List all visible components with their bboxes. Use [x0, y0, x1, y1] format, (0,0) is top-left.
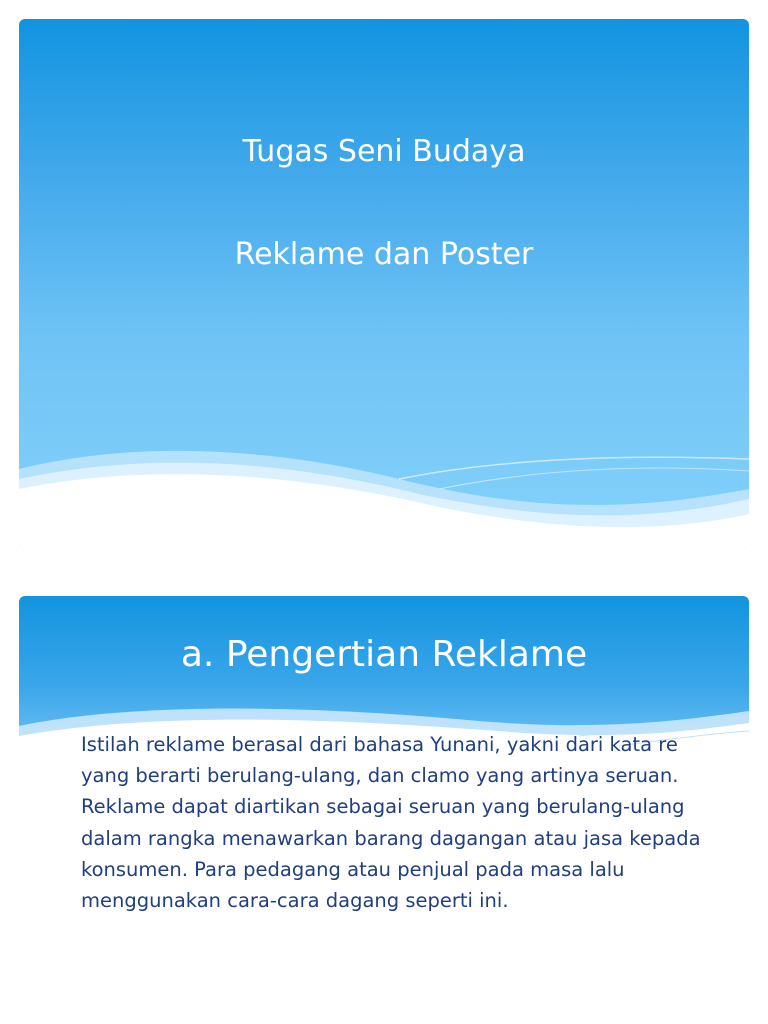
title-slide-wave-decoration [19, 419, 749, 549]
content-slide-heading: a. Pengertian Reklame [180, 634, 588, 675]
slide-title-line-2: Reklame dan Poster [234, 237, 534, 272]
content-slide-body-text: Istilah reklame berasal dari bahasa Yunani, yakni dari kata re yang berarti berulang-ulang, dan clamo yang artinya seruan. Reklame dapat diartikan sebagai seruan yang berulang-ulang dalam rangka menawarkan barang dagangan atau jasa kepada konsumen. Para pedagang atau penjual pada masa lalu menggunakan cara-cara dagang seperti ini. [81, 733, 701, 913]
content-slide [19, 596, 749, 1024]
slide-title-line-1: Tugas Seni Budaya [242, 134, 526, 169]
title-slide [19, 19, 749, 549]
